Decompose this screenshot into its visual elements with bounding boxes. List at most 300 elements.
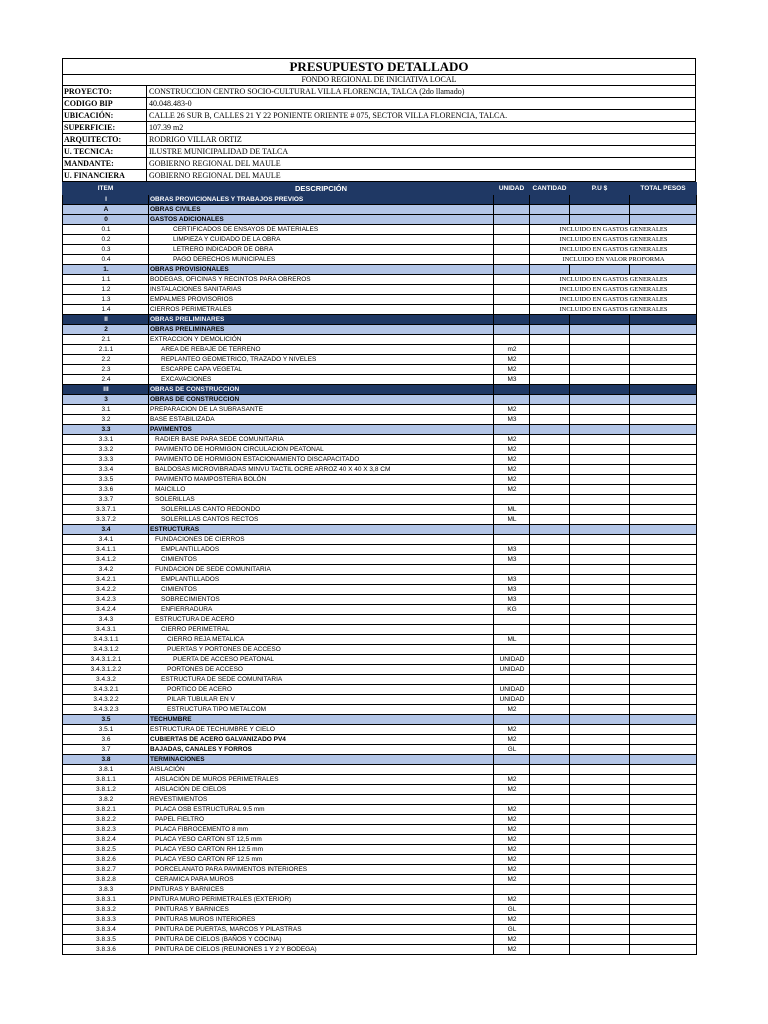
table-row: [63, 235, 697, 245]
item-unit: [494, 625, 530, 635]
table-row: [63, 825, 697, 835]
item-quantity: [530, 765, 570, 775]
item-total: [630, 645, 697, 655]
table-row: [63, 835, 697, 845]
table-row: [63, 785, 697, 795]
table-row: [63, 935, 697, 945]
item-unit: KG: [494, 605, 530, 615]
item-total: [630, 685, 697, 695]
info-label: SUPERFICIE:: [63, 122, 147, 133]
item-unit-price: [570, 315, 630, 325]
item-code: 3.8.3.1: [63, 895, 149, 905]
item-code: 0.1: [63, 225, 149, 235]
table-row: [63, 195, 697, 205]
item-unit: [494, 335, 530, 345]
item-quantity: [530, 915, 570, 925]
item-description: PREPARACION DE LA SUBRASANTE: [149, 405, 494, 415]
item-quantity: [530, 705, 570, 715]
item-description: PINTURAS Y BARNICES: [149, 905, 494, 915]
item-description: AISLACIÓN DE CIELOS: [149, 785, 494, 795]
item-total: [630, 575, 697, 585]
table-row: [63, 885, 697, 895]
item-code: 3.4.1: [63, 535, 149, 545]
item-code: 3.8.2: [63, 795, 149, 805]
item-description: OBRAS DE CONSTRUCCION: [149, 395, 494, 405]
table-row: [63, 685, 697, 695]
item-description: PAVIMENTO DE HORMIGON ESTACIONAMIENTO DISCAPACITADO: [149, 455, 494, 465]
item-total: [630, 355, 697, 365]
item-unit-price: [570, 365, 630, 375]
info-value: CONSTRUCCION CENTRO SOCIO-CULTURAL VILLA FLORENCIA, TALCA (2do llamado): [149, 87, 465, 96]
item-quantity: [530, 315, 570, 325]
item-description: CUBIERTAS DE ACERO GALVANIZADO PV4: [149, 735, 494, 745]
item-unit-price: [570, 575, 630, 585]
item-description: ESTRUCTURA DE TECHUMBRE Y CIELO: [149, 725, 494, 735]
item-total: [630, 215, 697, 225]
item-description: PINTURA DE PUERTAS, MARCOS Y PILASTRAS: [149, 925, 494, 935]
item-description: SOBRECIMIENTOS: [149, 595, 494, 605]
item-quantity: [530, 575, 570, 585]
item-unit: GL: [494, 925, 530, 935]
item-quantity: [530, 675, 570, 685]
item-unit: [494, 675, 530, 685]
info-value: RODRIGO VILLAR ORTIZ: [149, 135, 242, 144]
item-unit-price: [570, 755, 630, 765]
table-row: [63, 455, 697, 465]
table-row: [63, 215, 697, 225]
item-code: 2.2: [63, 355, 149, 365]
item-description: OBRAS PROVICIONALES Y TRABAJOS PREVIOS: [149, 195, 494, 205]
item-code: 3.6: [63, 735, 149, 745]
item-code: 3.2: [63, 415, 149, 425]
item-description: PAGO DERECHOS MUNICIPALES: [149, 255, 494, 265]
item-code: 3.8: [63, 755, 149, 765]
table-row: [63, 265, 697, 275]
item-unit: [494, 225, 530, 235]
item-unit: M2: [494, 935, 530, 945]
col-header-total: TOTAL PESOS: [630, 183, 697, 195]
item-unit: ML: [494, 515, 530, 525]
document-title: PRESUPUESTO DETALLADO: [289, 59, 469, 74]
table-row: [63, 595, 697, 605]
item-description: ESTRUCTURAS: [149, 525, 494, 535]
item-code: 0: [63, 215, 149, 225]
table-row: [63, 405, 697, 415]
item-unit: M2: [494, 365, 530, 375]
item-unit-price: [570, 765, 630, 775]
item-quantity: [530, 565, 570, 575]
item-note: INCLUIDO EN GASTOS GENERALES: [530, 225, 697, 235]
item-code: 3.5.1: [63, 725, 149, 735]
item-unit-price: [570, 795, 630, 805]
item-unit-price: [570, 645, 630, 655]
table-row: [63, 505, 697, 515]
item-unit: [494, 395, 530, 405]
item-unit: [494, 255, 530, 265]
table-row: [63, 245, 697, 255]
item-description: SOLERILLAS: [149, 495, 494, 505]
item-code: 3.8.3: [63, 885, 149, 895]
info-label: U. FINANCIERA: [63, 170, 147, 181]
item-unit-price: [570, 925, 630, 935]
item-total: [630, 725, 697, 735]
table-row: [63, 635, 697, 645]
item-unit-price: [570, 735, 630, 745]
budget-sheet: [62, 58, 696, 191]
item-unit: M3: [494, 595, 530, 605]
item-unit-price: [570, 415, 630, 425]
item-quantity: [530, 615, 570, 625]
item-code: 3.4.3.1.1: [63, 635, 149, 645]
item-quantity: [530, 645, 570, 655]
item-unit-price: [570, 205, 630, 215]
item-total: [630, 605, 697, 615]
item-description: BODEGAS, OFICINAS Y RECINTOS PARA OBREROS: [149, 275, 494, 285]
item-code: 2.1.1: [63, 345, 149, 355]
item-unit: M3: [494, 555, 530, 565]
info-label: MANDANTE:: [63, 158, 147, 169]
item-description: LETRERO INDICADOR DE OBRA: [149, 245, 494, 255]
item-description: PUERTA DE ACCESO PEATONAL: [149, 655, 494, 665]
info-value: ILUSTRE MUNICIPALIDAD DE TALCA: [149, 147, 289, 156]
item-total: [630, 445, 697, 455]
item-description: INSTALACIONES SANITARIAS: [149, 285, 494, 295]
item-total: [630, 415, 697, 425]
item-quantity: [530, 825, 570, 835]
item-code: 3.3.7: [63, 495, 149, 505]
item-unit-price: [570, 945, 630, 955]
item-description: SOLERILLAS CANTO REDONDO: [149, 505, 494, 515]
item-quantity: [530, 535, 570, 545]
item-quantity: [530, 845, 570, 855]
item-code: I: [63, 195, 149, 205]
table-row: [63, 735, 697, 745]
item-total: [630, 265, 697, 275]
item-description: TERMINACIONES: [149, 755, 494, 765]
table-row: [63, 895, 697, 905]
item-code: 3.4.3.1.2.1: [63, 655, 149, 665]
item-description: PORTICO DE ACERO: [149, 685, 494, 695]
item-description: CIMIENTOS: [149, 555, 494, 565]
item-code: III: [63, 385, 149, 395]
item-description: PLACA YESO CARTON ST 12,5 mm: [149, 835, 494, 845]
item-unit: M2: [494, 355, 530, 365]
item-unit: GL: [494, 905, 530, 915]
item-total: [630, 655, 697, 665]
col-header-unit-price: P.U $: [570, 183, 630, 195]
item-description: OBRAS PRELIMINARES: [149, 325, 494, 335]
item-unit-price: [570, 725, 630, 735]
item-unit: [494, 245, 530, 255]
table-row: [63, 765, 697, 775]
item-unit: [494, 215, 530, 225]
item-description: PINTURAS Y BARNICES: [149, 885, 494, 895]
item-unit-price: [570, 905, 630, 915]
item-total: [630, 395, 697, 405]
item-unit: [494, 645, 530, 655]
info-row: [63, 109, 695, 121]
item-total: [630, 345, 697, 355]
item-description: PLACA YESO CARTON RF 12.5 mm: [149, 855, 494, 865]
item-description: OBRAS PROVISIONALES: [149, 265, 494, 275]
item-total: [630, 805, 697, 815]
item-total: [630, 195, 697, 205]
item-total: [630, 765, 697, 775]
item-description: PINTURA MURO PERIMETRALES (EXTERIOR): [149, 895, 494, 905]
item-quantity: [530, 775, 570, 785]
item-unit: M3: [494, 415, 530, 425]
item-quantity: [530, 905, 570, 915]
item-note: INCLUIDO EN VALOR PROFORMA: [530, 255, 697, 265]
table-row: [63, 585, 697, 595]
item-total: [630, 755, 697, 765]
item-code: II: [63, 315, 149, 325]
item-unit: M2: [494, 825, 530, 835]
item-unit-price: [570, 625, 630, 635]
item-unit: M3: [494, 375, 530, 385]
item-code: 3.4.2: [63, 565, 149, 575]
info-row: [63, 145, 695, 157]
item-description: ENFIERRADURA: [149, 605, 494, 615]
item-unit: [494, 885, 530, 895]
table-row: [63, 475, 697, 485]
item-quantity: [530, 435, 570, 445]
item-total: [630, 505, 697, 515]
item-total: [630, 745, 697, 755]
item-code: 3.4.3.2: [63, 675, 149, 685]
item-quantity: [530, 415, 570, 425]
item-code: 3.4.2.3: [63, 595, 149, 605]
item-quantity: [530, 795, 570, 805]
item-unit-price: [570, 435, 630, 445]
item-unit-price: [570, 775, 630, 785]
item-quantity: [530, 755, 570, 765]
item-description: MAICILLO: [149, 485, 494, 495]
item-code: 3.8.1.1: [63, 775, 149, 785]
item-description: PILAR TUBULAR EN V: [149, 695, 494, 705]
item-total: [630, 545, 697, 555]
col-header-quantity: CANTIDAD: [530, 183, 570, 195]
item-code: 3.8.2.3: [63, 825, 149, 835]
info-label: CODIGO BIP: [63, 98, 147, 109]
item-code: 3.1: [63, 405, 149, 415]
table-row: [63, 855, 697, 865]
table-row: [63, 255, 697, 265]
item-quantity: [530, 865, 570, 875]
item-unit: m2: [494, 345, 530, 355]
item-total: [630, 855, 697, 865]
item-code: 3.3.1: [63, 435, 149, 445]
item-description: EMPLANTILLADOS: [149, 575, 494, 585]
item-unit: [494, 755, 530, 765]
item-unit-price: [570, 615, 630, 625]
table-row: [63, 375, 697, 385]
item-total: [630, 405, 697, 415]
item-total: [630, 885, 697, 895]
item-unit: [494, 295, 530, 305]
item-unit: UNIDAD: [494, 665, 530, 675]
item-total: [630, 585, 697, 595]
table-row: [63, 645, 697, 655]
table-row: [63, 515, 697, 525]
table-row: [63, 875, 697, 885]
item-code: 3.8.2.4: [63, 835, 149, 845]
item-code: 3.4.3.2.2: [63, 695, 149, 705]
item-total: [630, 485, 697, 495]
item-unit: ML: [494, 635, 530, 645]
item-unit-price: [570, 375, 630, 385]
item-description: PORCELANATO PARA PAVIMENTOS INTERIORES: [149, 865, 494, 875]
table-row: [63, 575, 697, 585]
item-code: 1.: [63, 265, 149, 275]
item-code: 3.3.7.2: [63, 515, 149, 525]
table-row: [63, 915, 697, 925]
col-header-unit: UNIDAD: [494, 183, 530, 195]
info-row: [63, 133, 695, 145]
item-unit-price: [570, 335, 630, 345]
item-total: [630, 865, 697, 875]
item-unit: M2: [494, 805, 530, 815]
item-code: 3.8.2.8: [63, 875, 149, 885]
document-subtitle: FONDO REGIONAL DE INICIATIVA LOCAL: [63, 74, 695, 85]
item-total: [630, 435, 697, 445]
item-quantity: [530, 665, 570, 675]
item-unit: [494, 525, 530, 535]
item-quantity: [530, 205, 570, 215]
item-description: PINTURA DE CIELOS (REUNIONES 1 Y 2 Y BODEGA): [149, 945, 494, 955]
item-unit-price: [570, 685, 630, 695]
item-description: PLACA YESO CARTON RH 12.5 mm: [149, 845, 494, 855]
info-value: 107.39 m2: [149, 123, 184, 132]
item-unit-price: [570, 595, 630, 605]
item-unit: GL: [494, 745, 530, 755]
info-value: CALLE 26 SUR B, CALLES 21 Y 22 PONIENTE ORIENTE # 075, SECTOR VILLA FLORENCIA, TALCA.: [149, 111, 508, 120]
item-unit: M2: [494, 865, 530, 875]
item-code: 3.8.3.6: [63, 945, 149, 955]
item-quantity: [530, 745, 570, 755]
item-total: [630, 915, 697, 925]
item-unit: M2: [494, 835, 530, 845]
table-row: [63, 395, 697, 405]
item-unit-price: [570, 485, 630, 495]
item-unit-price: [570, 325, 630, 335]
item-description: CIERRO REJA METALICA: [149, 635, 494, 645]
item-note: INCLUIDO EN GASTOS GENERALES: [530, 305, 697, 315]
info-value: GOBIERNO REGIONAL DEL MAULE: [149, 159, 281, 168]
item-total: [630, 795, 697, 805]
item-unit-price: [570, 355, 630, 365]
item-total: [630, 615, 697, 625]
item-description: CIERROS PERIMETRALES: [149, 305, 494, 315]
item-description: OBRAS DE CONSTRUCCION: [149, 385, 494, 395]
item-quantity: [530, 385, 570, 395]
item-unit: M2: [494, 485, 530, 495]
item-unit-price: [570, 495, 630, 505]
info-label: ARQUITECTO:: [63, 134, 147, 145]
item-code: 1.2: [63, 285, 149, 295]
info-value: GOBIERNO REGIONAL DEL MAULE: [149, 171, 281, 180]
item-quantity: [530, 635, 570, 645]
col-header-description: DESCRIPCIÓN: [149, 183, 494, 195]
item-quantity: [530, 325, 570, 335]
item-description: SOLERILLAS CANTOS RECTOS: [149, 515, 494, 525]
item-unit-price: [570, 935, 630, 945]
item-unit: M2: [494, 455, 530, 465]
table-row: [63, 445, 697, 455]
item-unit-price: [570, 875, 630, 885]
item-quantity: [530, 525, 570, 535]
item-code: 2.3: [63, 365, 149, 375]
item-code: 1.4: [63, 305, 149, 315]
table-row: [63, 815, 697, 825]
item-unit-price: [570, 815, 630, 825]
item-unit: [494, 315, 530, 325]
table-row: [63, 485, 697, 495]
table-row: [63, 465, 697, 475]
item-quantity: [530, 875, 570, 885]
item-code: 3.3.4: [63, 465, 149, 475]
item-quantity: [530, 345, 570, 355]
item-total: [630, 315, 697, 325]
item-unit-price: [570, 865, 630, 875]
item-total: [630, 895, 697, 905]
table-row: [63, 925, 697, 935]
item-total: [630, 565, 697, 575]
item-unit-price: [570, 855, 630, 865]
table-row: [63, 355, 697, 365]
item-quantity: [530, 625, 570, 635]
item-quantity: [530, 935, 570, 945]
item-description: OBRAS CIVILES: [149, 205, 494, 215]
table-row: [63, 565, 697, 575]
item-description: ESTRUCTURA DE SEDE COMUNITARIA: [149, 675, 494, 685]
item-unit: ML: [494, 505, 530, 515]
item-note: INCLUIDO EN GASTOS GENERALES: [530, 275, 697, 285]
item-unit-price: [570, 455, 630, 465]
table-row: [63, 225, 697, 235]
item-description: GASTOS ADICIONALES: [149, 215, 494, 225]
info-label: U. TECNICA:: [63, 146, 147, 157]
item-total: [630, 845, 697, 855]
item-unit-price: [570, 915, 630, 925]
item-code: 3.4.1.2: [63, 555, 149, 565]
item-code: 3.4.3.2.3: [63, 705, 149, 715]
item-code: 3.8.2.5: [63, 845, 149, 855]
info-row: [63, 97, 695, 109]
item-total: [630, 705, 697, 715]
budget-table: [62, 182, 697, 955]
table-row: [63, 615, 697, 625]
item-code: 2: [63, 325, 149, 335]
item-total: [630, 665, 697, 675]
item-unit: M2: [494, 875, 530, 885]
item-unit-price: [570, 745, 630, 755]
item-unit-price: [570, 215, 630, 225]
item-code: 1.3: [63, 295, 149, 305]
item-unit: M2: [494, 705, 530, 715]
item-description: ESTRUCTURA TIPO METALCOM: [149, 705, 494, 715]
item-total: [630, 675, 697, 685]
budget-table-body: [63, 195, 697, 955]
item-total: [630, 595, 697, 605]
item-description: LIMPIEZA Y CUIDADO DE LA OBRA: [149, 235, 494, 245]
item-unit: M2: [494, 725, 530, 735]
item-quantity: [530, 785, 570, 795]
table-row: [63, 385, 697, 395]
item-description: REPLANTEO GEOMETRICO, TRAZADO Y NIVELES: [149, 355, 494, 365]
item-total: [630, 825, 697, 835]
table-row: [63, 625, 697, 635]
